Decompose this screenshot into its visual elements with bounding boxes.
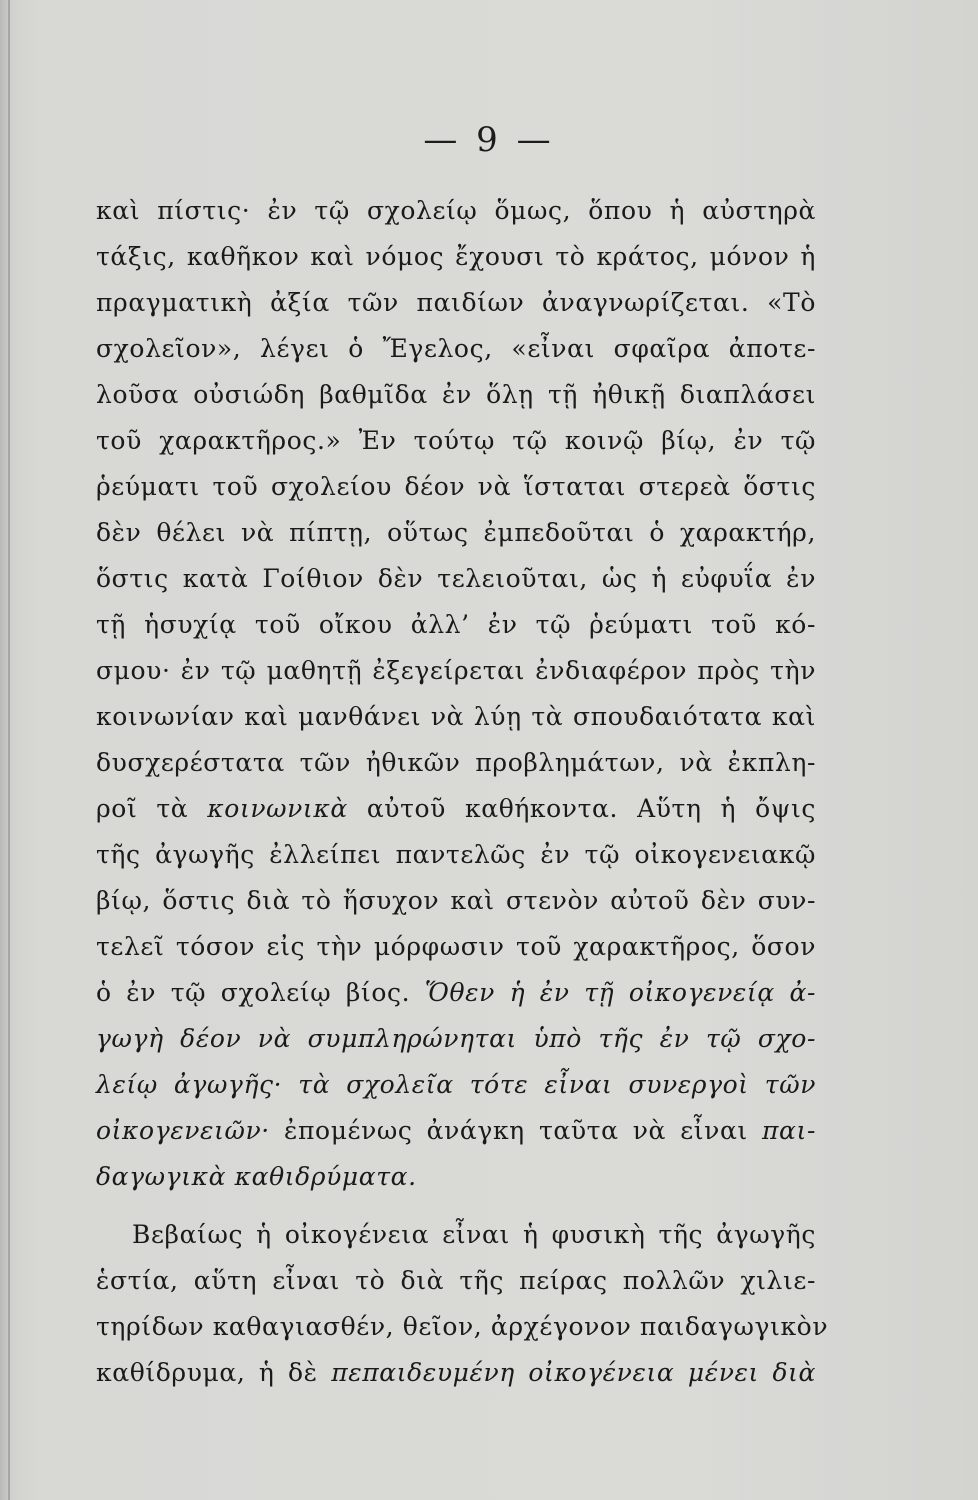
text-line: λείῳ ἀγωγῆς· τὰ σχολεῖα τότε εἶναι συνεργοὶ τῶν (96, 1070, 816, 1099)
italic-text-run: κοινωνικὰ (207, 794, 348, 823)
text-line: τελεῖ τόσον εἰς τὴν μόρφωσιν τοῦ χαρακτῆρος, ὅσον (96, 932, 816, 961)
text-line: δὲν θέλει νὰ πίπτῃ, οὕτως ἐμπεδοῦται ὁ χαρακτήρ, (96, 518, 816, 547)
text-run: ροῖ τὰ (96, 794, 208, 823)
text-line: σμου· ἐν τῷ μαθητῇ ἐξεγείρεται ἐνδιαφέρον πρὸς τὴν (96, 656, 816, 685)
text-line: γωγὴ δέον νὰ συμπληρώνηται ὑπὸ τῆς ἐν τῷ σχο- (96, 1024, 816, 1053)
text-run: ὁ ἐν τῷ σχολείῳ βίος. (96, 978, 425, 1007)
text-line: δυσχερέστατα τῶν ἠθικῶν προβλημάτων, νὰ ἐκπλη- (96, 748, 816, 777)
text-line (96, 1108, 816, 1154)
binding-edge (8, 0, 10, 1500)
italic-text-run: Ὅθεν ἡ ἐν τῇ οἰκογενείᾳ ἀ- (424, 978, 816, 1007)
text-line: πραγματικὴ ἀξία τῶν παιδίων ἀναγνωρίζεται. «Τὸ (96, 288, 816, 317)
text-line: τῆς ἀγωγῆς ἐλλείπει παντελῶς ἐν τῷ οἰκογενειακῷ (96, 840, 816, 869)
page-number: — 9 — (423, 120, 555, 160)
text-line: βίῳ, ὅστις διὰ τὸ ἥσυχον καὶ στενὸν αὐτοῦ δὲν συν- (96, 886, 816, 915)
text-line: ὅστις κατὰ Γοίθιον δὲν τελειοῦται, ὡς ἡ εὐφυΐα ἐν (96, 564, 816, 593)
text-line: τῇ ἡσυχίᾳ τοῦ οἴκου ἀλλ’ ἐν τῷ ῥεύματι τοῦ κό- (96, 610, 816, 639)
paragraph-gap (96, 1200, 816, 1212)
text-line: ῥεύματι τοῦ σχολείου δέον νὰ ἵσταται στερεὰ ὅστις (96, 472, 816, 501)
text-line: λοῦσα οὐσιώδη βαθμῖδα ἐν ὅλῃ τῇ ἠθικῇ διαπλάσει (96, 380, 816, 409)
text-line (96, 970, 816, 1016)
italic-text-run: παι- (762, 1116, 816, 1145)
text-line (96, 1350, 816, 1396)
text-line: σχολεῖον», λέγει ὁ Ἔγελος, «εἶναι σφαῖρα ἀποτε- (96, 334, 816, 363)
text-run: ἐπομένως ἀνάγκη ταῦτα νὰ εἶναι (269, 1116, 763, 1145)
text-line (96, 786, 816, 832)
text-line: κοινωνίαν καὶ μανθάνει νὰ λύῃ τὰ σπουδαιότατα καὶ (96, 702, 816, 731)
text-line: δαγωγικὰ καθιδρύματα. (96, 1162, 417, 1191)
text-line: τάξις, καθῆκον καὶ νόμος ἔχουσι τὸ κράτος, μόνον ἡ (96, 242, 816, 271)
text-line: τοῦ χαρακτῆρος.» Ἐν τούτῳ τῷ κοινῷ βίῳ, ἐν τῷ (96, 426, 816, 455)
body-text (96, 188, 829, 1396)
text-line: ἑστία, αὕτη εἶναι τὸ διὰ τῆς πείρας πολλῶν χιλιε- (96, 1266, 816, 1295)
italic-text-run: οἰκογενειῶν· (96, 1116, 270, 1145)
italic-text-run: πεπαιδευμένη οἰκογένεια μένει διὰ (331, 1358, 816, 1387)
text-run: καθίδρυμα, ἡ δὲ (96, 1358, 332, 1387)
text-line: τηρίδων καθαγιασθέν, θεῖον, ἀρχέγονον παιδαγωγικὸν (96, 1312, 829, 1341)
text-line: Βεβαίως ἡ οἰκογένεια εἶναι ἡ φυσικὴ τῆς ἀγωγῆς (132, 1220, 816, 1249)
text-line: καὶ πίστις· ἐν τῷ σχολείῳ ὅμως, ὅπου ἡ αὐστηρὰ (96, 196, 816, 225)
text-run: αὐτοῦ καθήκοντα. Αὕτη ἡ ὄψις (347, 794, 816, 823)
